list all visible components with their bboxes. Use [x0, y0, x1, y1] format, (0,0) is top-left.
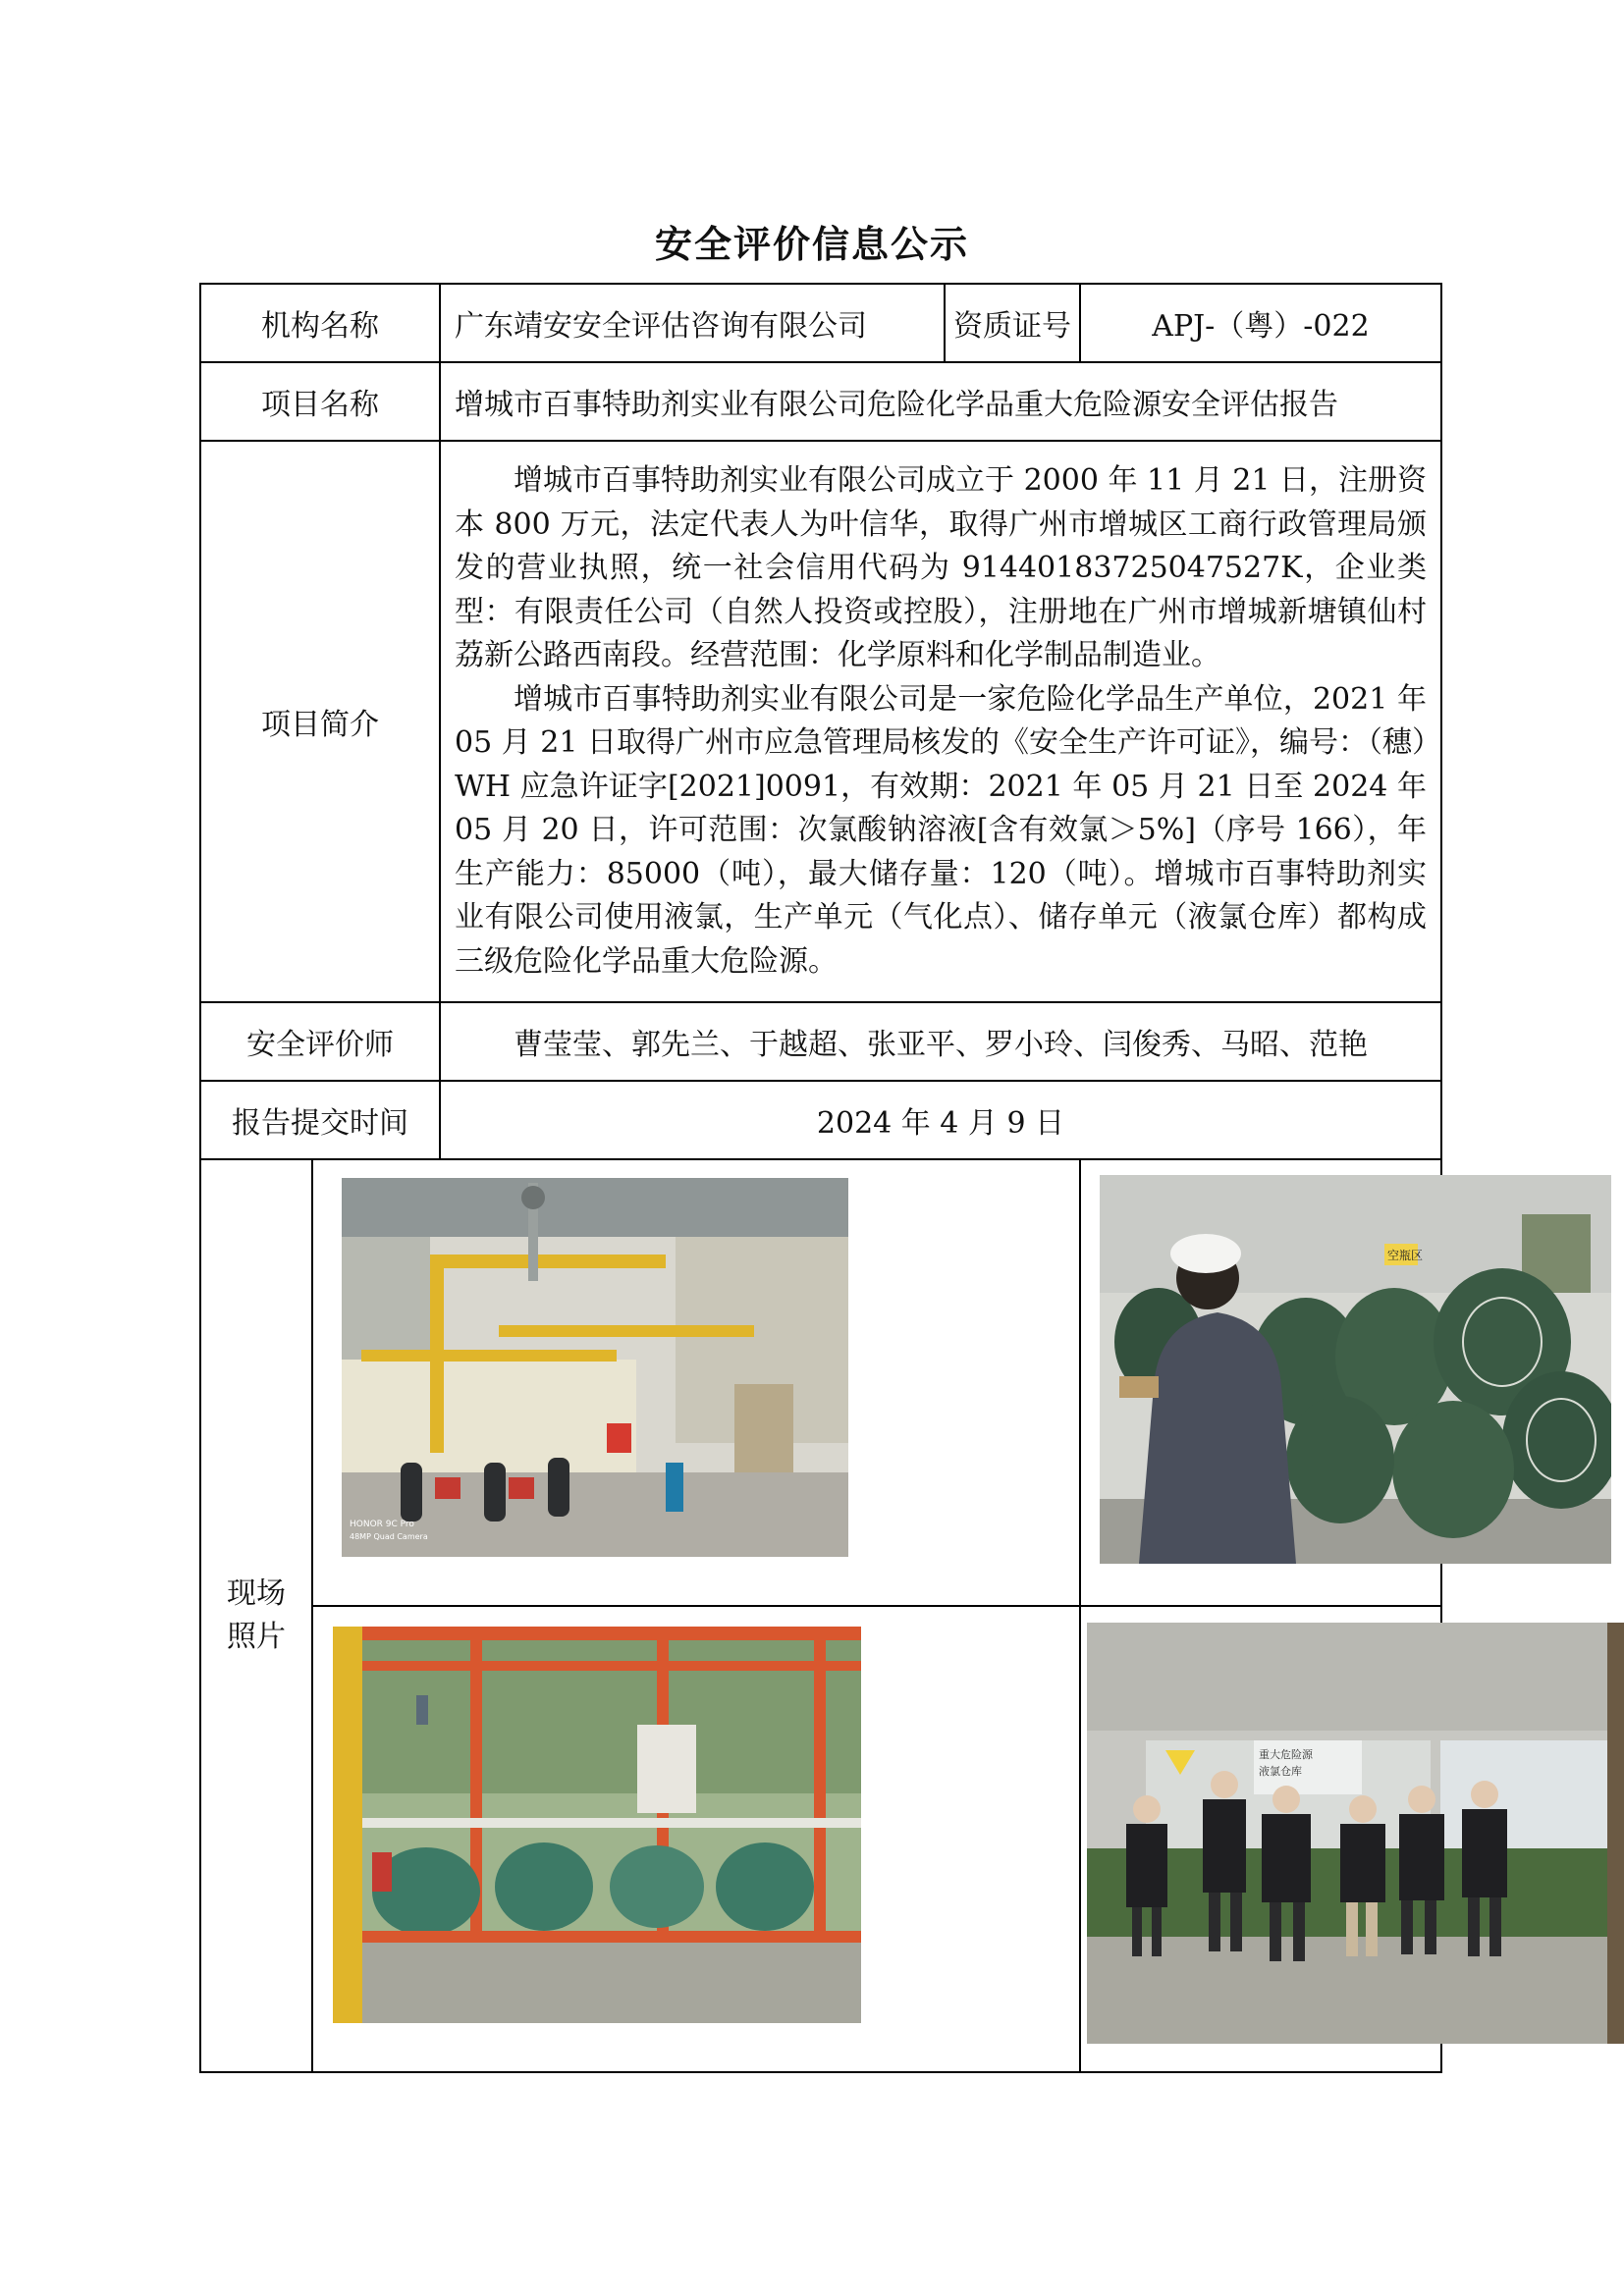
photo-cell-1 — [312, 1159, 1080, 1606]
org-row — [200, 284, 1441, 362]
cert-value: APJ-（粤）-022 — [1080, 284, 1441, 362]
photos-label — [200, 1159, 312, 2072]
photo-cell-3 — [312, 1606, 1080, 2072]
photo2-sign: 空瓶区 — [1387, 1249, 1424, 1262]
project-value: 增城市百事特助剂实业有限公司危险化学品重大危险源安全评估报告 — [440, 362, 1441, 441]
photo4-board-title: 重大危险源 — [1259, 1748, 1313, 1761]
intro-paragraph-2: 增城市百事特助剂实业有限公司是一家危险化学品生产单位，2021 年 05 月 21 日取得广州市应急管理局核发的《安全生产许可证》，编号：（穗）WH 应急许证字[2021]0091，有效期：2021 年 05 月 21 日至 2024 年 05 月 20 日，许可范围：次氯酸钠溶液[含有效氯＞5%]（序号 166），年生产能力：85000（吨），最大储存量：120（吨）。增城市百事特助剂实业有限公司使用液氯，生产单元（气化点）、储存单元（液氯仓库）都构成三级危险化学品重大危险源。 — [455, 681, 1427, 979]
date-label: 报告提交时间 — [200, 1081, 440, 1159]
photo-cell-2 — [1080, 1159, 1441, 1606]
photo4-board-title2: 液氯仓库 — [1259, 1765, 1302, 1778]
intro-row — [200, 441, 1441, 1002]
project-row — [200, 362, 1441, 441]
photo-cell-4 — [1080, 1606, 1441, 2072]
page-title: 安全评价信息公示 — [654, 222, 969, 266]
org-value: 广东靖安安全评估咨询有限公司 — [440, 284, 945, 362]
date-value: 2024 年 4 月 9 日 — [440, 1081, 1441, 1159]
photos-label-line2: 照片 — [227, 1620, 286, 1654]
cert-label: 资质证号 — [945, 284, 1080, 362]
intro-paragraph-1: 增城市百事特助剂实业有限公司成立于 2000 年 11 月 21 日，注册资本 800 万元，法定代表人为叶信华，取得广州市增城区工商行政管理局颁发的营业执照，统一社会信用代码为 91440183725047527K，企业类型：有限责任公司（自然人投资或控股），注册地在广州市增城新塘镇仙村荔新公路西南段。经营范围：化学原料和化学制品制造业。 — [455, 463, 1427, 672]
info-table — [199, 283, 1442, 2073]
assessor-value: 曹莹莹、郭先兰、于越超、张亚平、罗小玲、闫俊秀、马昭、范艳 — [440, 1002, 1441, 1081]
photos-row-1 — [200, 1159, 1441, 1606]
photos-label-line1: 现场 — [227, 1576, 286, 1611]
intro-text — [440, 441, 1441, 1002]
photo1-overlay-line2: 48MP Quad Camera — [350, 1532, 428, 1541]
photo-cylinder-rack — [333, 1627, 861, 2023]
photos-row-2 — [200, 1606, 1441, 2072]
date-row — [200, 1081, 1441, 1159]
project-label: 项目名称 — [200, 362, 440, 441]
photo-team-group — [1087, 1623, 1624, 2044]
intro-label: 项目简介 — [200, 441, 440, 1002]
org-label: 机构名称 — [200, 284, 440, 362]
photo-gas-piping — [342, 1178, 848, 1557]
assessor-row — [200, 1002, 1441, 1081]
photo-cylinder-inspection — [1100, 1175, 1611, 1564]
photo1-overlay-line1: HONOR 9C Pro — [350, 1520, 414, 1529]
assessor-label: 安全评价师 — [200, 1002, 440, 1081]
